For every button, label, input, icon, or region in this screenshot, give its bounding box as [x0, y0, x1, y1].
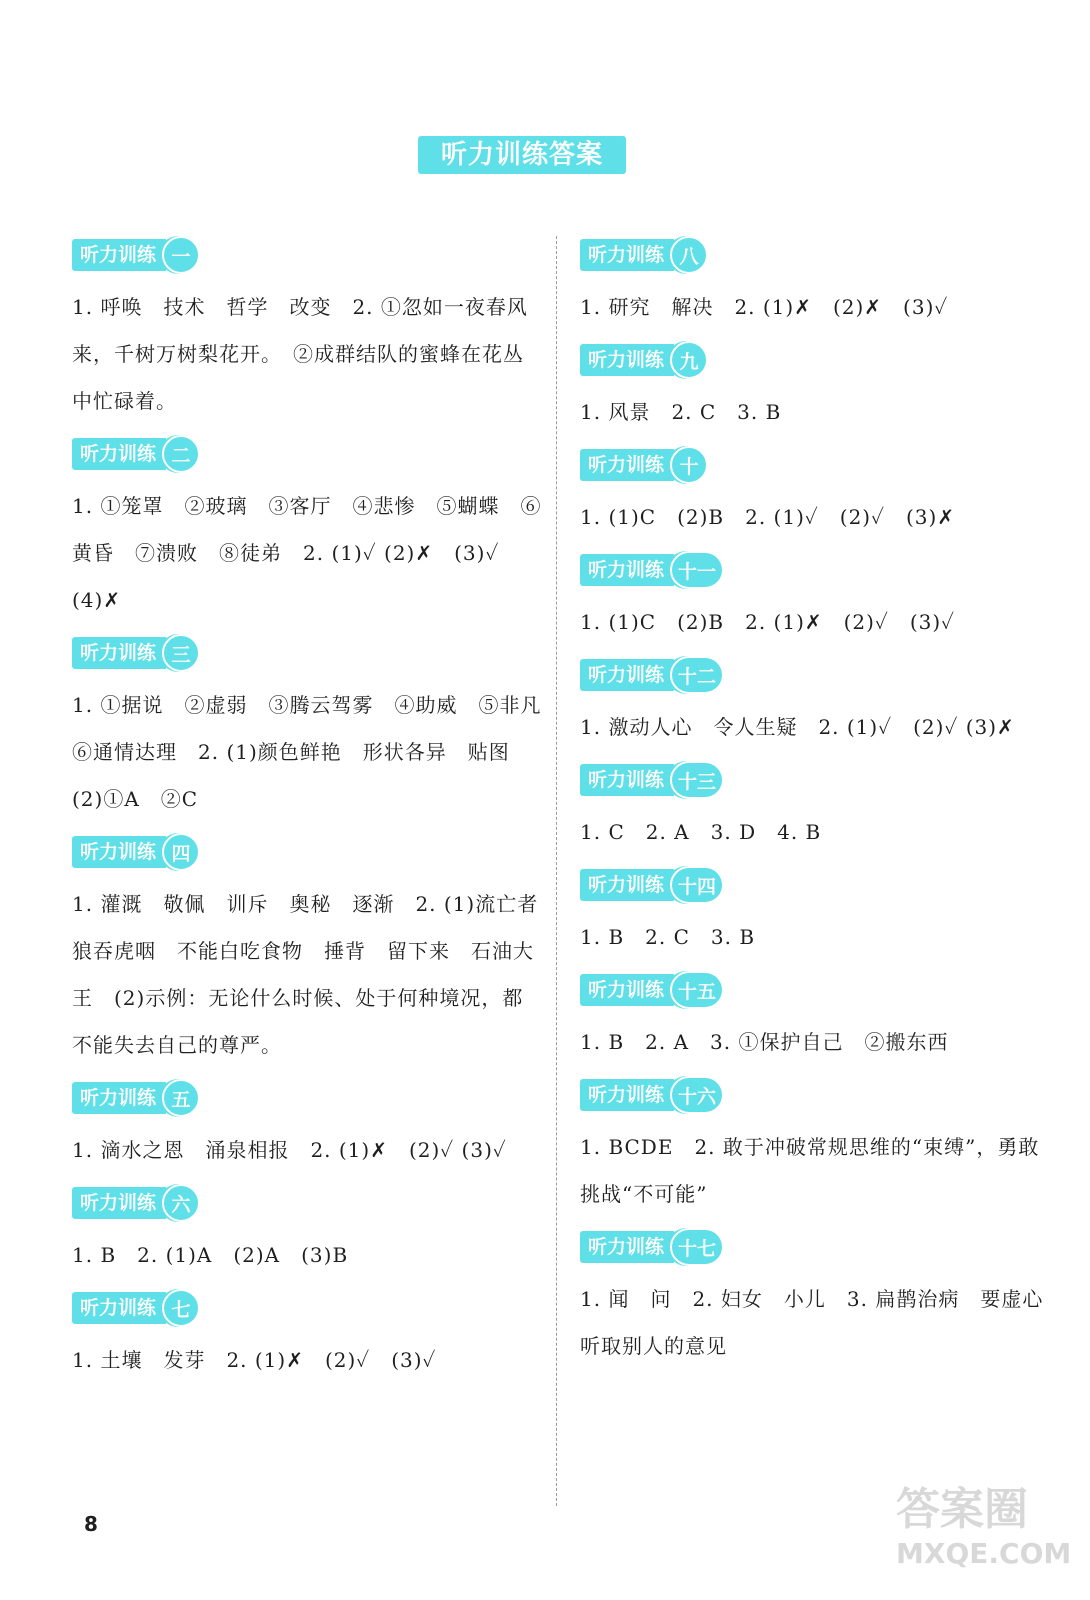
section-7 [72, 1289, 542, 1384]
section-number: 十六 [670, 1076, 724, 1114]
section-tag [580, 341, 1050, 379]
section-number: 十二 [670, 656, 724, 694]
section-tag-label: 听力训练 [580, 1231, 674, 1263]
section-tag [580, 656, 1050, 694]
section-tag [72, 634, 542, 672]
section-number: 九 [670, 341, 708, 379]
section-number: 十三 [670, 761, 724, 799]
section-tag-label: 听力训练 [72, 1082, 166, 1114]
section-number: 三 [162, 634, 200, 672]
section-number: 十四 [670, 866, 724, 904]
section-number: 四 [162, 833, 200, 871]
answer-text: 1. (1)C (2)B 2. (1)✓ (2)✓ (3)✗ [580, 505, 956, 529]
section-tag [580, 236, 1050, 274]
section-number: 一 [162, 236, 200, 274]
answer-text: 1. 激动人心 令人生疑 2. (1)✓ (2)✓ (3)✗ [580, 715, 1015, 739]
section-tag [580, 866, 1050, 904]
answer-text: 1. 滴水之恩 涌泉相报 2. (1)✗ (2)✓ (3)✓ [72, 1138, 507, 1162]
section-tag [580, 551, 1050, 589]
section-14 [580, 866, 1050, 961]
page-title: 听力训练答案 [418, 136, 626, 174]
section-tag-label: 听力训练 [72, 1187, 166, 1219]
section-tag-label: 听力训练 [72, 438, 166, 470]
section-6 [72, 1184, 542, 1279]
section-number: 十七 [670, 1228, 724, 1266]
section-tag-label: 听力训练 [72, 239, 166, 271]
answer-text: 1. ①据说 ②虚弱 ③腾云驾雾 ④助威 ⑤非凡 ⑥通情达理 2. (1)颜色鲜艳 形状各异 贴图 (2)①A ②C [72, 693, 563, 811]
section-number: 十五 [670, 971, 724, 1009]
answer-text: 1. 风景 2. C 3. B [580, 400, 782, 424]
answer-text: 1. (1)C (2)B 2. (1)✗ (2)✓ (3)✓ [580, 610, 956, 634]
section-tag [72, 1079, 542, 1117]
answer-text: 1. BCDE 2. 敢于冲破常规思维的“束缚”，勇敢挑战“不可能” [580, 1135, 1040, 1206]
section-10 [580, 446, 1050, 541]
answer-text: 1. 呼唤 技术 哲学 改变 2. ①忽如一夜春风来，千树万树梨花开。 ②成群结队的蜜蜂在花丛中忙碌着。 [72, 295, 528, 413]
answer-text: 1. 土壤 发芽 2. (1)✗ (2)✓ (3)✓ [72, 1348, 437, 1372]
answer-text: 1. C 2. A 3. D 4. B [580, 820, 822, 844]
section-16 [580, 1076, 1050, 1218]
section-11 [580, 551, 1050, 646]
section-number: 七 [162, 1289, 200, 1327]
section-tag-label: 听力训练 [580, 764, 674, 796]
section-tag [580, 446, 1050, 484]
section-tag [580, 1228, 1050, 1266]
section-2 [72, 435, 542, 624]
section-tag [72, 833, 542, 871]
section-tag [580, 971, 1050, 1009]
section-number: 十一 [670, 551, 724, 589]
answer-text: 1. B 2. (1)A (2)A (3)B [72, 1243, 349, 1267]
section-4 [72, 833, 560, 1069]
right-column [580, 236, 1050, 1380]
section-tag-label: 听力训练 [580, 659, 674, 691]
section-tag [72, 236, 542, 274]
watermark [896, 1484, 1072, 1580]
section-5 [72, 1079, 542, 1174]
section-number: 二 [162, 435, 200, 473]
section-tag-label: 听力训练 [580, 449, 674, 481]
section-tag [72, 1289, 542, 1327]
section-number: 六 [162, 1184, 200, 1222]
section-tag [72, 435, 542, 473]
answer-text: 1. 闻 问 2. 妇女 小儿 3. 扁鹊治病 要虚心听取别人的意见 [580, 1287, 1044, 1358]
page-number: 8 [84, 1512, 98, 1536]
answer-text: 1. 研究 解决 2. (1)✗ (2)✗ (3)✓ [580, 295, 949, 319]
section-tag-label: 听力训练 [72, 637, 166, 669]
section-12 [580, 656, 1050, 751]
answer-text: 1. ①笼罩 ②玻璃 ③客厅 ④悲惨 ⑤蝴蝶 ⑥黄昏 ⑦溃败 ⑧徒弟 2. (1)✓ (2)✗ (3)✓ (4)✗ [72, 494, 542, 612]
answer-text: 1. 灌溉 敬佩 训斥 奥秘 逐渐 2. (1)流亡者 狼吞虎咽 不能白吃食物 捶背 留下来 石油大王 (2)示例：无论什么时候、处于何种境况，都不能失去自己的尊严。 [72, 892, 560, 1057]
section-9 [580, 341, 1050, 436]
section-tag [72, 1184, 542, 1222]
section-number: 十 [670, 446, 708, 484]
section-tag-label: 听力训练 [580, 1079, 674, 1111]
section-tag-label: 听力训练 [580, 344, 674, 376]
section-17 [580, 1228, 1050, 1370]
watermark-url: MXQE.COM [896, 1537, 1072, 1570]
section-3 [72, 634, 563, 823]
column-divider [556, 236, 557, 1506]
section-number: 五 [162, 1079, 200, 1117]
section-1 [72, 236, 542, 425]
section-13 [580, 761, 1050, 856]
left-column [72, 236, 563, 1394]
section-tag [580, 1076, 1050, 1114]
answer-text: 1. B 2. A 3. ①保护自己 ②搬东西 [580, 1030, 949, 1054]
watermark-logo: 答案圈 [896, 1484, 1028, 1535]
section-tag [580, 761, 1050, 799]
section-15 [580, 971, 1050, 1066]
section-tag-label: 听力训练 [580, 869, 674, 901]
section-tag-label: 听力训练 [72, 1292, 166, 1324]
section-tag-label: 听力训练 [580, 974, 674, 1006]
section-number: 八 [670, 236, 708, 274]
section-tag-label: 听力训练 [580, 239, 674, 271]
section-tag-label: 听力训练 [580, 554, 674, 586]
section-8 [580, 236, 1050, 331]
answer-text: 1. B 2. C 3. B [580, 925, 756, 949]
section-tag-label: 听力训练 [72, 836, 166, 868]
